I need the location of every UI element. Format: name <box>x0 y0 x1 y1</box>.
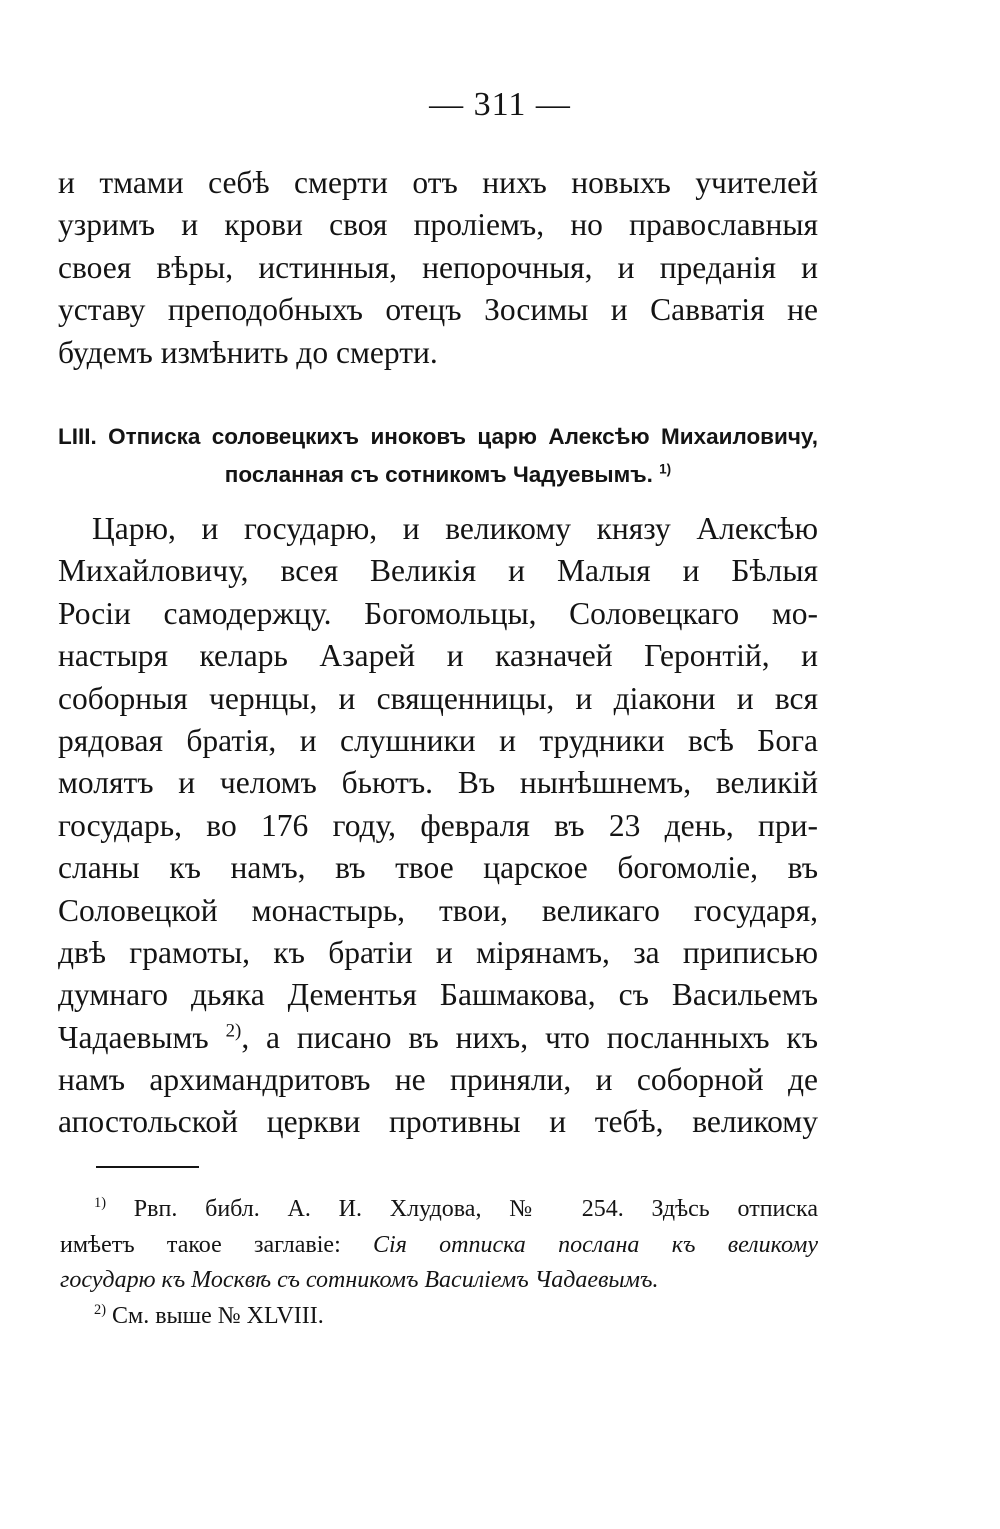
footnote-text: См. выше № XLVIII. <box>112 1302 324 1329</box>
footnote-italic-text: Сiя отписка послана къ великому <box>373 1231 819 1258</box>
text-line: апостольской церкви противны и тебѣ, великому <box>58 1104 818 1140</box>
footnote-mark: 1) <box>94 1195 106 1211</box>
text-line: думнаго дьяка Дементья Башмакова, съ Васильемъ <box>58 977 818 1013</box>
footnote-mark: 2) <box>94 1301 106 1318</box>
text-fragment: , а писано въ нихъ, что посланныхъ къ <box>241 1019 818 1055</box>
text-line: соборныя чернцы, и священницы, и дiакони и вся <box>58 680 818 716</box>
text-line: узримъ и крови своя пролiемъ, но православныя <box>58 207 818 243</box>
text-fragment: Чадаевымъ <box>58 1019 226 1055</box>
text-line: настыря келарь Азарей и казначей Геронтiй, и <box>58 638 818 674</box>
text-line: сланы къ намъ, въ твое царское богомолiе, въ <box>58 850 818 886</box>
footnote-ref: 2) <box>225 1020 242 1042</box>
text-line <box>58 1017 818 1059</box>
section-heading <box>58 418 818 494</box>
heading-line-1: LIII. Отписка соловецкихъ иноковъ царю Алексѣю Михаиловичу, <box>58 424 818 449</box>
text-line: Царю, и государю, и великому князу Алексѣю <box>92 511 818 546</box>
footnote-1-line-2 <box>60 1228 818 1264</box>
text-line: будемъ измѣнить до смерти. <box>58 334 438 370</box>
footnote-ref: 1) <box>659 461 672 477</box>
text-line: Соловецкой монастырь, твои, великаго государя, <box>58 892 818 928</box>
footnote-divider <box>96 1166 199 1168</box>
text-line: рядовая братiя, и слушники и трудники всѣ Бога <box>58 722 818 758</box>
text-line: двѣ грамоты, къ братiи и мiрянамъ, за приписью <box>58 934 818 970</box>
text-line: Росiи самодержцу. Богомольцы, Соловецкаго мо- <box>58 595 818 631</box>
footnote-2 <box>60 1299 818 1335</box>
text-line: государь, во 176 году, февраля въ 23 день, при- <box>58 807 818 843</box>
footnotes <box>60 1192 818 1334</box>
footnote-text: имѣетъ такое заглавiе: <box>60 1231 374 1258</box>
footnote-italic-text: государю къ Москвѣ съ сотникомъ Василiемъ Чадаевымъ. <box>60 1267 659 1293</box>
text-line: намъ архимандритовъ не приняли, и соборной де <box>58 1062 818 1098</box>
footnote-1-line-1 <box>60 1192 818 1228</box>
text-line: и тмами себѣ смерти отъ нихъ новыхъ учителей <box>58 165 818 200</box>
heading-line-2 <box>58 456 818 494</box>
continuation-paragraph <box>58 162 818 374</box>
text-line: молятъ и челомъ бьютъ. Въ нынѣшнемъ, великiй <box>58 765 818 801</box>
letter-paragraph <box>58 508 818 1144</box>
footnote-1-line-3 <box>60 1263 818 1299</box>
footnote-text: Рвп. библ. А. И. Хлудова, № 254. Здѣсь отписка <box>133 1196 819 1222</box>
text-line: уставу преподобныхъ отецъ Зосимы и Савватiя не <box>58 292 818 328</box>
page-number: — 311 — <box>429 86 571 123</box>
text-line: Михайловичу, всея Великiя и Малыя и Бѣлыя <box>58 553 818 589</box>
heading-line-2-text: посланная съ сотникомъ Чадуевымъ. <box>224 462 653 487</box>
text-line: своея вѣры, истинныя, непорочныя, и преданiя и <box>58 249 818 285</box>
